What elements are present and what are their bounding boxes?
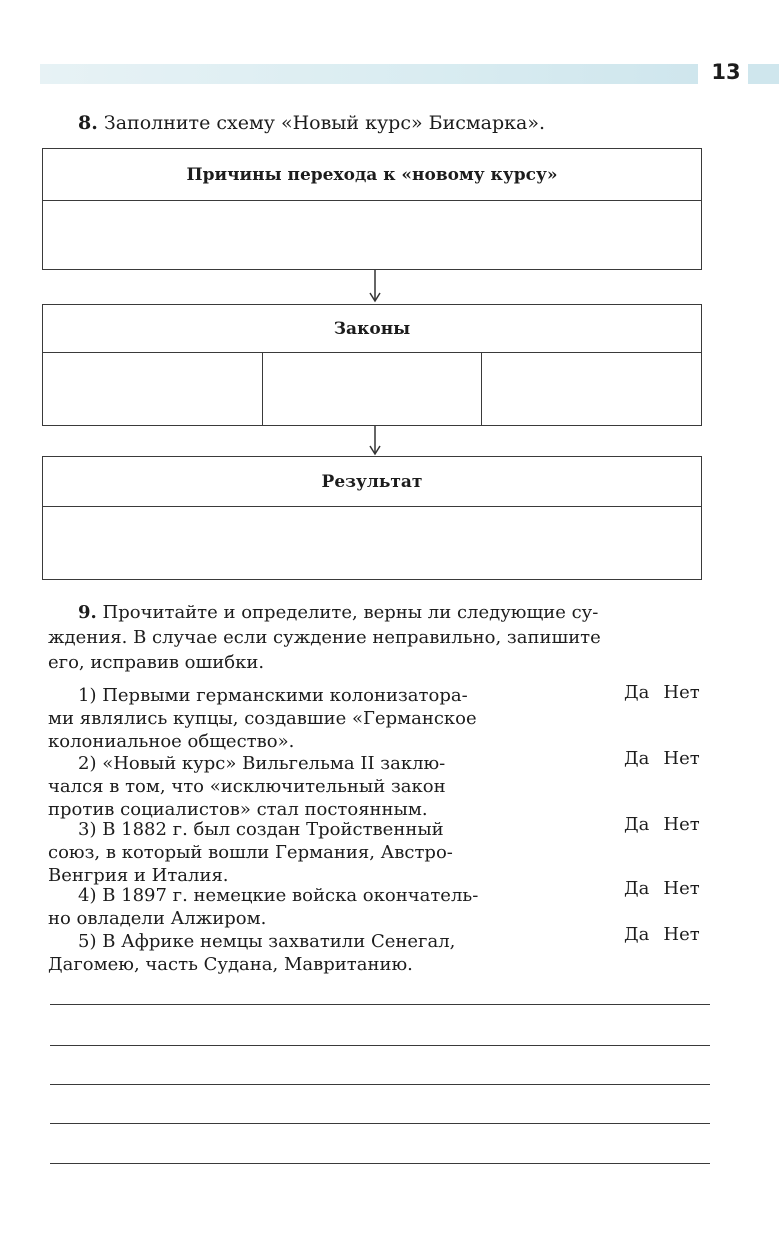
statement-line: против социалистов» стал постоянным. (48, 799, 428, 820)
law-answer-field-3[interactable] (482, 353, 701, 425)
statement-line: 1) Первыми германскими колонизатора- (78, 685, 468, 706)
answer-line-4[interactable] (50, 1123, 710, 1124)
yes-no-choice-4 (624, 878, 714, 899)
statement-line: 2) «Новый курс» Вильгельма II заклю- (78, 753, 446, 774)
no-option[interactable]: Нет (663, 814, 700, 835)
yes-option[interactable]: Да (624, 682, 650, 703)
task-8-text: Заполните схему «Новый курс» Бисмарка». (103, 112, 546, 134)
arrow-down-icon (366, 426, 384, 456)
law-answer-field-2[interactable] (263, 353, 483, 425)
statement-line: союз, в который вошли Германия, Австро- (48, 842, 453, 863)
task-8-number: 8. (78, 112, 98, 134)
yes-no-choice-5 (624, 924, 714, 945)
statement-line: ми являлись купцы, создавшие «Германское (48, 708, 477, 729)
statement-line: Венгрия и Италия. (48, 865, 229, 886)
statement-line: но овладели Алжиром. (48, 908, 267, 929)
yes-option[interactable]: Да (624, 924, 650, 945)
answer-line-5[interactable] (50, 1163, 710, 1164)
statement-4 (48, 884, 548, 930)
causes-box-title: Причины перехода к «новому курсу» (43, 149, 701, 201)
page-number: 13 (711, 60, 741, 84)
statement-line: Дагомею, часть Судана, Мавританию. (48, 954, 413, 975)
task-9-intro-line (48, 600, 708, 625)
no-option[interactable]: Нет (663, 924, 700, 945)
laws-box-title: Законы (43, 305, 701, 353)
task-9-intro-line: ждения. В случае если суждение неправильно, запишите (48, 627, 601, 648)
statement-2 (48, 752, 548, 821)
task-9-number: 9. (78, 602, 97, 623)
yes-option[interactable]: Да (624, 878, 650, 899)
answer-line-2[interactable] (50, 1045, 710, 1046)
yes-option[interactable]: Да (624, 814, 650, 835)
statement-line: 4) В 1897 г. немецкие войска окончатель- (78, 885, 479, 906)
no-option[interactable]: Нет (663, 878, 700, 899)
yes-option[interactable]: Да (624, 748, 650, 769)
statement-3 (48, 818, 548, 887)
yes-no-choice-2 (624, 748, 714, 769)
header-band (40, 64, 698, 84)
task-9-intro-line: его, исправив ошибки. (48, 652, 265, 673)
yes-no-choice-3 (624, 814, 714, 835)
statement-line: 5) В Африке немцы захватили Сенегал, (78, 931, 456, 952)
task-9-intro-text: Прочитайте и определите, верны ли следующие су- (102, 602, 599, 623)
no-option[interactable]: Нет (663, 748, 700, 769)
statement-line: колониальное общество». (48, 731, 295, 752)
task-8-title (78, 112, 545, 134)
statement-line: чался в том, что «исключительный закон (48, 776, 446, 797)
result-box-title: Результат (43, 457, 701, 507)
laws-box (42, 304, 702, 426)
causes-answer-field[interactable] (43, 201, 701, 267)
answer-line-1[interactable] (50, 1004, 710, 1005)
law-answer-field-1[interactable] (43, 353, 263, 425)
result-box (42, 456, 702, 580)
arrow-down-icon (366, 270, 384, 304)
answer-line-3[interactable] (50, 1084, 710, 1085)
causes-box (42, 148, 702, 270)
header-band-edge (748, 64, 779, 84)
statement-line: 3) В 1882 г. был создан Тройственный (78, 819, 444, 840)
no-option[interactable]: Нет (663, 682, 700, 703)
result-answer-field[interactable] (43, 507, 701, 577)
yes-no-choice-1 (624, 682, 714, 703)
statement-1 (48, 684, 548, 753)
task-9-intro (48, 600, 708, 675)
laws-cells (43, 353, 701, 425)
statement-5 (48, 930, 548, 976)
